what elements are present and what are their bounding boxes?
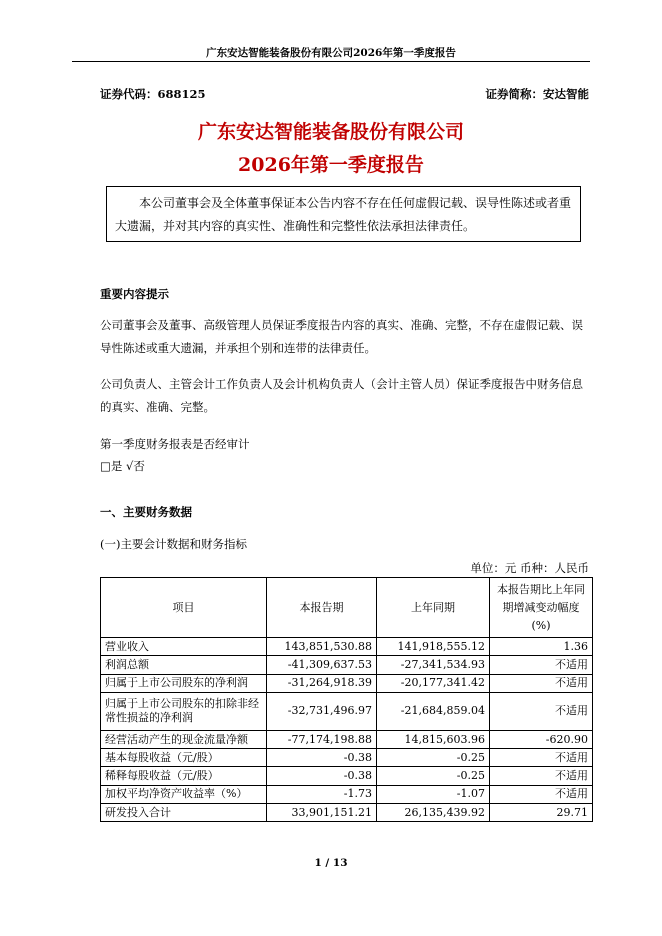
header-rule — [72, 61, 590, 62]
paragraph-financial-guarantee: 公司负责人、主管会计工作负责人及会计机构负责人（会计主管人员）保证季度报告中财务信息的真实、准确、完整。 — [100, 377, 583, 414]
unit-currency-line: 单位：元 币种：人民币 — [470, 561, 589, 575]
page-number: 1 / 13 — [314, 857, 348, 869]
report-title: 2026年第一季度报告 — [238, 154, 424, 176]
paragraph-directors-guarantee: 公司董事会及董事、高级管理人员保证季度报告内容的真实、准确、完整，不存在虚假记载、误导性陈述或重大遗漏，并承担个别和连带的法律责任。 — [100, 318, 583, 355]
cell-current: 143,851,530.88 — [267, 638, 377, 656]
table-row — [101, 730, 593, 748]
cell-change: 29.71 — [490, 804, 593, 822]
running-header: 广东安达智能装备股份有限公司2026年第一季度报告 — [206, 47, 456, 59]
cell-prior: -20,177,341.42 — [377, 674, 490, 692]
row-label: 归属于上市公司股东的净利润 — [101, 674, 267, 692]
audit-question: 第一季度财务报表是否经审计 — [100, 437, 250, 451]
row-label: 加权平均净资产收益率（%） — [101, 785, 267, 803]
cell-prior: -1.07 — [377, 785, 490, 803]
cell-prior: 14,815,603.96 — [377, 730, 490, 748]
header-current-period: 本报告期 — [267, 578, 377, 638]
cell-change: 不适用 — [490, 749, 593, 767]
row-label: 归属于上市公司股东的扣除非经常性损益的净利润 — [101, 692, 267, 730]
cell-current: -31,264,918.39 — [267, 674, 377, 692]
financial-data-table — [100, 577, 593, 822]
cell-prior: 141,918,555.12 — [377, 638, 490, 656]
cell-current: -1.73 — [267, 785, 377, 803]
important-heading: 重要内容提示 — [100, 287, 169, 301]
subsection-heading: (一)主要会计数据和财务指标 — [100, 537, 247, 551]
table-row — [101, 749, 593, 767]
report-company-title: 广东安达智能装备股份有限公司 — [197, 121, 464, 143]
header-prior-period: 上年同期 — [377, 578, 490, 638]
table-row — [101, 692, 593, 730]
cell-change: 1.36 — [490, 638, 593, 656]
cell-change: 不适用 — [490, 656, 593, 674]
cell-change: -620.90 — [490, 730, 593, 748]
cell-prior: -21,684,859.04 — [377, 692, 490, 730]
header-change-percent: 本报告期比上年同期增减变动幅度(%) — [490, 578, 593, 638]
row-label: 研发投入合计 — [101, 804, 267, 822]
table-row — [101, 804, 593, 822]
security-abbreviation: 证券简称：安达智能 — [485, 87, 589, 101]
cell-change: 不适用 — [490, 767, 593, 785]
cell-prior: -27,341,534.93 — [377, 656, 490, 674]
table-header-row — [101, 578, 593, 638]
cell-prior: 26,135,439.92 — [377, 804, 490, 822]
table-row — [101, 767, 593, 785]
header-item: 项目 — [101, 578, 267, 638]
table-row — [101, 785, 593, 803]
cell-prior: -0.25 — [377, 749, 490, 767]
cell-current: -32,731,496.97 — [267, 692, 377, 730]
table-row — [101, 638, 593, 656]
section-heading-financial-data: 一、主要财务数据 — [100, 505, 192, 519]
row-label: 经营活动产生的现金流量净额 — [101, 730, 267, 748]
row-label: 基本每股收益（元/股） — [101, 749, 267, 767]
cell-prior: -0.25 — [377, 767, 490, 785]
cell-current: 33,901,151.21 — [267, 804, 377, 822]
cell-current: -0.38 — [267, 767, 377, 785]
cell-change: 不适用 — [490, 785, 593, 803]
row-label: 稀释每股收益（元/股） — [101, 767, 267, 785]
row-label: 营业收入 — [101, 638, 267, 656]
cell-current: -41,309,637.53 — [267, 656, 377, 674]
security-code: 证券代码：688125 — [100, 87, 206, 101]
table-row — [101, 656, 593, 674]
cell-change: 不适用 — [490, 692, 593, 730]
cell-current: -77,174,198.88 — [267, 730, 377, 748]
audit-answer: □是 √否 — [100, 459, 145, 473]
cell-current: -0.38 — [267, 749, 377, 767]
disclaimer-box: 本公司董事会及全体董事保证本公告内容不存在任何虚假记载、误导性陈述或者重大遗漏，并对其内容的真实性、准确性和完整性依法承担法律责任。 — [106, 186, 581, 242]
cell-change: 不适用 — [490, 674, 593, 692]
row-label: 利润总额 — [101, 656, 267, 674]
table-row — [101, 674, 593, 692]
